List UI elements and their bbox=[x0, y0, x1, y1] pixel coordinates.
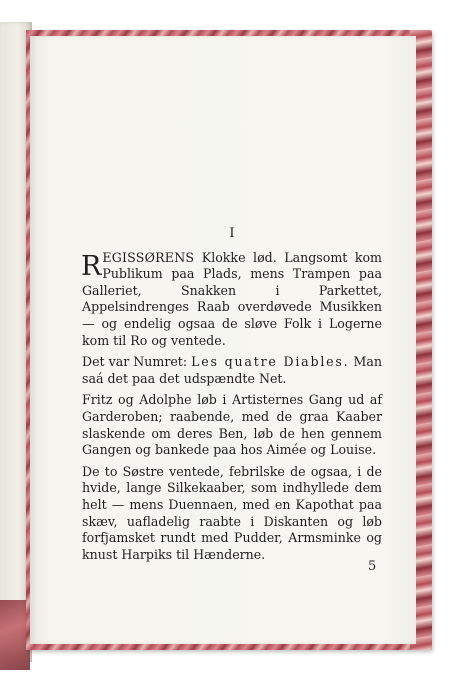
chapter-heading: I bbox=[229, 226, 235, 241]
page-text-block bbox=[82, 226, 382, 563]
paragraph-4: De to Søstre ventede, febrilske de ogsaa, i de hvide, lange Silkekaaber, som indhyllede dem helt — mens Duennaen, med en Kapothat paa skæv, uafladelig raabte i Diskanten og løb forfjamsket rundt med Pudder, Armsminke og knust Harpiks til Hænderne. bbox=[82, 463, 382, 562]
drop-cap: R bbox=[81, 250, 102, 282]
act-title: Les quatre Diables. bbox=[191, 354, 350, 370]
paragraph-2-lead: Det var Numret: bbox=[82, 354, 188, 370]
paragraph-1 bbox=[82, 250, 382, 350]
book-page bbox=[30, 36, 416, 644]
page-number: 5 bbox=[368, 559, 377, 574]
paragraph-3: Fritz og Adolphe løb i Artisternes Gang ud af Garderoben; raabende, med de graa Kaaber slaskende om deres Ben, løb de hen gennem Gangen og bankede paa hos Aimée og Louise. bbox=[82, 392, 382, 458]
paragraph-2-text: Man saá det paa det udspændte Net. bbox=[82, 354, 383, 386]
opening-smallcaps: EGISSØRENS bbox=[102, 249, 195, 265]
paragraph-1-text: Klokke lød. Langsomt kom Publikum paa Plads, mens Trampen paa Galleriet, Snakken i Parkettet, Appelsindrenges Raab overdøvede Musikken — og endelig ogsaa de sløve Folk i Logerne kom til Ro og ventede. bbox=[82, 249, 382, 348]
paragraph-2 bbox=[82, 354, 382, 387]
